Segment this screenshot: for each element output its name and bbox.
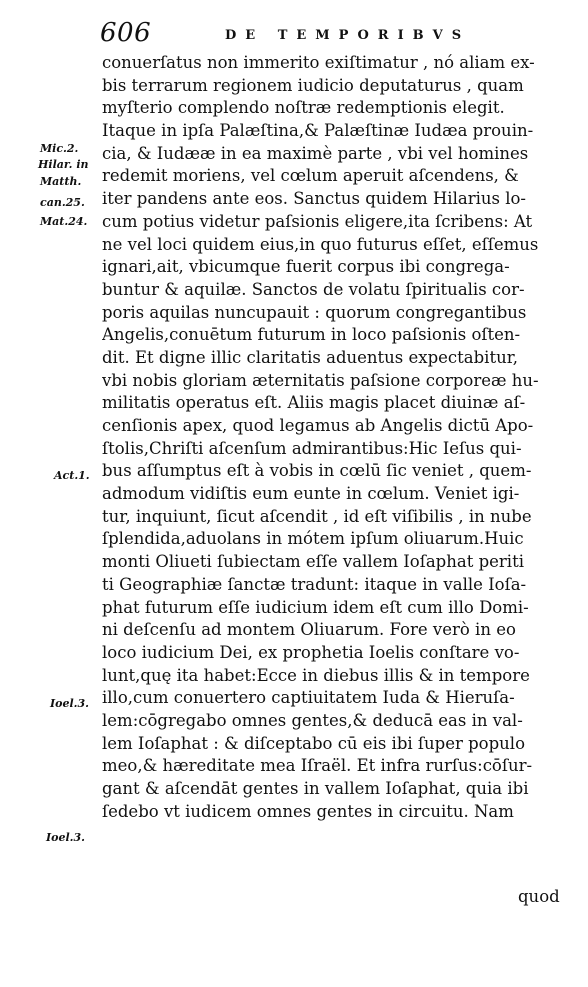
text-line: tur, inquiunt, ſicut aſcendit , id eſt viſibilis , in nube <box>102 506 532 526</box>
text-line: ne vel loci quidem eius,in quo futurus eſſet, eſſemus <box>102 234 539 254</box>
text-line: lunt,quę ita habet:Ecce in diebus illis & in tempore <box>102 665 530 685</box>
text-line: Itaque in ipſa Palæſtina,& Palæſtinæ Iudæa prouin- <box>102 121 534 141</box>
running-head: DE TEMPORIBVS <box>225 28 471 43</box>
margin-note-ioel-1: Ioel.3. <box>50 697 89 710</box>
margin-note-matth: Matth. <box>40 175 82 188</box>
catchword: quod <box>518 887 560 906</box>
text-line: dit. Et digne illic claritatis aduentus expectabitur, <box>102 347 519 367</box>
margin-note-ioel-2: Ioel.3. <box>46 831 85 844</box>
text-line: myſterio complendo noſtræ redemptionis elegit. <box>102 98 505 118</box>
text-line: ſedebo vt iudicem omnes gentes in circuitu. Nam <box>102 801 514 821</box>
margin-note-mic: Mic.2. <box>40 142 79 155</box>
text-line: redemit moriens, vel cœlum aperuit aſcendens, & <box>102 166 519 186</box>
text-line: conuerſatus non immerito exiſtimatur , nó aliam ex- <box>102 53 535 72</box>
margin-note-act: Act.1. <box>54 469 90 482</box>
text-line: bis terrarum regionem iudicio deputaturus , quam <box>102 75 524 95</box>
text-line: lem Ioſaphat : & diſceptabo cū eis ibi ſuper populo <box>102 733 526 753</box>
page-number: 606 <box>100 18 152 48</box>
text-line: cia, & Iudææ in ea maximè parte , vbi vel homines <box>102 143 529 163</box>
text-line: buntur & aquilæ. Sanctos de volatu ſpiritualis cor- <box>102 279 525 299</box>
text-line: gant & aſcendāt gentes in vallem Ioſaphat, quia ibi <box>102 779 529 798</box>
text-line: iter pandens ante eos. Sanctus quidem Hilarius lo- <box>102 189 526 209</box>
text-line: bus aſſumptus eſt à vobis in cœlū ſic veniet , quem- <box>102 461 532 481</box>
text-line: phat futurum eſſe iudicium idem eſt cum illo Domi- <box>102 597 529 617</box>
text-line: militatis operatus eſt. Aliis magis placet diuinæ aſ- <box>102 393 526 413</box>
text-line: Angelis,conuētum futurum in loco paſsionis oſten- <box>102 325 521 345</box>
text-line: ſtolis,Chriſti aſcenſum admirantibus:Hic Ieſus qui- <box>102 438 522 458</box>
text-line: lem:cōgregabo omnes gentes,& deducā eas in val- <box>102 710 523 730</box>
text-line: ſplendida,aduolans in mótem ipſum oliuarum.Huic <box>102 529 524 549</box>
text-line: ignari,ait, vbicumque fuerit corpus ibi congrega- <box>102 257 510 277</box>
text-line: ti Geographiæ ſanctæ tradunt: itaque in valle Ioſa- <box>102 574 527 594</box>
text-line: cum potius videtur paſsionis eligere,ita ſcribens: At <box>102 211 533 231</box>
text-line: cenſionis apex, quod legamus ab Angelis dictū Apo- <box>102 416 534 435</box>
body-text <box>102 52 558 823</box>
text-line: meo,& hæreditate mea Iſraël. Et infra rurſus:cōſur- <box>102 756 533 776</box>
text-line: admodum vidiſtis eum eunte in cœlum. Veniet igi- <box>102 484 520 504</box>
text-line: monti Oliueti ſubiectam eſſe vallem Ioſaphat periti <box>102 552 524 572</box>
margin-note-hilar: Hilar. in <box>38 158 89 171</box>
margin-note-mat: Mat.24. <box>40 215 88 228</box>
text-line: ni deſcenſu ad montem Oliuarum. Fore verò in eo <box>102 620 516 640</box>
text-line: illo,cum conuertero captiuitatem Iuda & Hieruſa- <box>102 688 515 708</box>
text-line: loco iudicium Dei, ex prophetia Ioelis conſtare vo- <box>102 642 520 662</box>
text-line: poris aquilas nuncupauit : quorum congregantibus <box>102 302 527 322</box>
page-header <box>100 18 560 48</box>
margin-note-can: can.25. <box>40 196 85 209</box>
text-line: vbi nobis gloriam æternitatis paſsione corporeæ hu- <box>102 370 539 390</box>
